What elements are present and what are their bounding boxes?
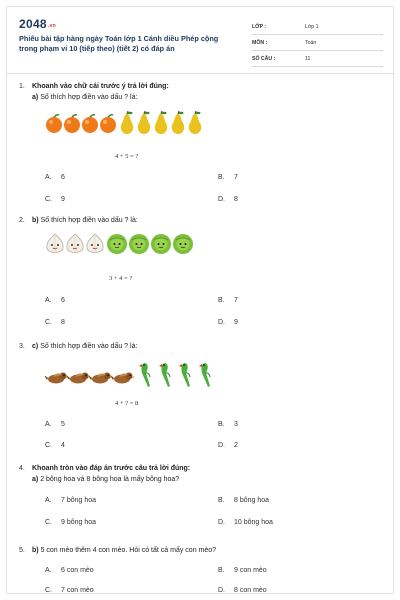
question-heading: Khoanh tròn vào đáp án trước câu trả lời đúng:: [32, 465, 191, 472]
math-expression: 4 + ? = 8: [115, 400, 139, 407]
pear-icon: [155, 111, 167, 134]
option-a[interactable]: A. 6 con mèo: [45, 567, 94, 574]
option-c[interactable]: C. 8: [45, 319, 65, 326]
option-d[interactable]: D. 2: [218, 442, 238, 449]
worksheet-page: [6, 6, 394, 594]
garlic-and-cabbage-illustration: [45, 232, 205, 256]
meta-row-class: LỚP : Lớp 1: [252, 20, 383, 35]
meta-row-subject: MÔN : Toán: [252, 36, 383, 51]
question-1: 1. Khoanh vào chữ cái trước ý trả lời đúng: a) Số thích hợp điền vào dấu ? là: 4 + 5 = ? A. 6 B. 7 C. 9 D. 8: [19, 83, 238, 203]
cabbage-icon: [107, 234, 127, 254]
pear-icon: [121, 111, 133, 134]
question-prompt: a) 2 bông hoa và 8 bông hoa là mấy bông hoa?: [32, 476, 180, 483]
question-4: 4. Khoanh tròn vào đáp án trước câu trả lời đúng: a) 2 bông hoa và 8 bông hoa là mấy bông hoa? A. 7 bông hoa B. 8 bông hoa C. 9 bông hoa D. 10 bông hoa: [19, 465, 273, 526]
option-d[interactable]: D. 10 bông hoa: [218, 519, 273, 526]
option-a[interactable]: A. 6: [45, 297, 65, 304]
worksheet-title: Phiếu bài tập hàng ngày Toán lớp 1 Cánh diều Phép cộng trong phạm vi 10 (tiếp theo) (tiết 2) có đáp án: [19, 34, 219, 53]
bird-pictures: [45, 361, 220, 389]
option-d[interactable]: D. 9: [218, 319, 238, 326]
question-prompt: c) Số thích hợp điền vào dấu ? là:: [32, 343, 138, 350]
orange-icon: [100, 115, 116, 133]
sparrow-icon: [88, 373, 113, 384]
sparrow-icon: [45, 373, 69, 384]
question-2: 2. b) Số thích hợp điền vào dấu ? là: 3 + 4 = ? A. 6 B. 7 C. 8 D. 9: [19, 217, 238, 326]
cabbage-icon: [129, 234, 149, 254]
option-b[interactable]: B. 9 con mèo: [218, 567, 267, 574]
option-b[interactable]: B. 8 bông hoa: [218, 497, 270, 504]
sparrows-and-parrots-illustration: [45, 361, 220, 389]
orange-icon: [64, 115, 80, 133]
parrot-icon: [199, 363, 210, 387]
pear-icon: [172, 111, 184, 134]
sparrow-icon: [66, 373, 91, 384]
math-expression: 4 + 5 = ?: [115, 153, 139, 160]
option-c[interactable]: C. 7 con mèo: [45, 587, 94, 594]
option-b[interactable]: B. 7: [218, 297, 238, 304]
option-a[interactable]: A. 6: [45, 174, 65, 181]
oranges-and-pears-illustration: [45, 111, 205, 135]
cabbage-icon: [151, 234, 171, 254]
orange-icon: [46, 115, 62, 133]
site-logo[interactable]: 2048.vn: [19, 17, 57, 31]
option-d[interactable]: D. 8: [218, 196, 238, 203]
option-a[interactable]: A. 7 bông hoa: [45, 497, 97, 504]
question-3: 3. c) Số thích hợp điền vào dấu ? là: 4 + ? = 8 A. 5 B. 3 C. 4 D. 2: [19, 343, 238, 449]
fruit-pictures: [45, 111, 205, 135]
option-c[interactable]: C. 9 bông hoa: [45, 519, 97, 526]
question-prompt: b) 5 con mèo thêm 4 con mèo. Hỏi có tất cả mấy con mèo?: [32, 547, 217, 554]
option-b[interactable]: B. 3: [218, 421, 238, 428]
orange-icon: [82, 115, 98, 133]
garlic-icon: [47, 234, 63, 253]
pear-icon: [138, 111, 150, 134]
worksheet-meta: [252, 20, 383, 68]
option-c[interactable]: C. 9: [45, 196, 65, 203]
sparrow-icon: [110, 373, 135, 384]
vegetable-pictures: [45, 232, 205, 256]
parrot-icon: [139, 363, 150, 387]
math-expression: 3 + 4 = ?: [109, 275, 133, 282]
cabbage-icon: [173, 234, 193, 254]
meta-row-question-count: SỐ CÂU : 11: [252, 52, 383, 67]
worksheet-header: [19, 17, 383, 69]
header-divider: [7, 73, 395, 74]
question-heading: Khoanh vào chữ cái trước ý trả lời đúng:: [32, 83, 169, 90]
option-a[interactable]: A. 5: [45, 421, 65, 428]
question-prompt: b) Số thích hợp điền vào dấu ? là:: [32, 217, 138, 224]
question-prompt: a) Số thích hợp điền vào dấu ? là:: [32, 94, 138, 101]
garlic-icon: [87, 234, 103, 253]
parrot-icon: [159, 363, 170, 387]
question-5: 5. b) 5 con mèo thêm 4 con mèo. Hỏi có tất cả mấy con mèo? A. 6 con mèo B. 9 con mèo C. 7 con mèo D. 8 con mèo: [19, 547, 267, 594]
option-d[interactable]: D. 8 con mèo: [218, 587, 267, 594]
pear-icon: [189, 111, 201, 134]
garlic-icon: [67, 234, 83, 253]
option-b[interactable]: B. 7: [218, 174, 238, 181]
option-c[interactable]: C. 4: [45, 442, 65, 449]
parrot-icon: [179, 363, 190, 387]
